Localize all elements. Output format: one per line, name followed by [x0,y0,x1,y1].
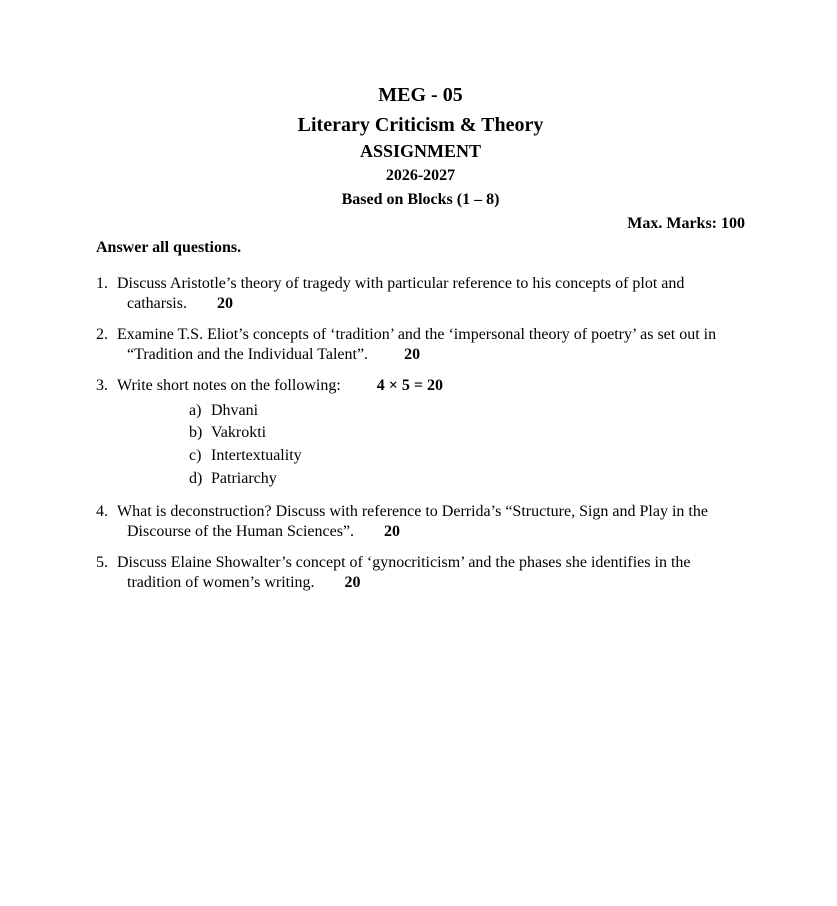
question-text: Discuss Aristotle’s theory of tragedy with particular reference to his concepts of plot and catharsis. [117,275,685,312]
question-text: Write short notes on the following: [117,377,341,394]
blocks-note: Based on Blocks (1 – 8) [341,191,500,208]
sub-question-list [127,400,745,491]
sub-question-letter: b) [189,424,203,442]
sub-question-text: Intertextuality [211,446,302,464]
question-text: What is deconstruction? Discuss with reference to Derrida’s “Structure, Sign and Play in the Discourse of the Human Sciences”. [117,503,708,540]
question-marks: 20 [404,345,421,363]
sub-question [189,400,745,423]
course-code: MEG - 05 [378,84,463,106]
sub-question-text: Dhvani [211,401,259,419]
question-1 [96,274,745,313]
sub-question-text: Patriarchy [211,469,277,487]
question-number: 1. [96,275,108,292]
question-number: 5. [96,554,108,572]
sub-question [189,468,745,491]
question-number: 2. [96,326,108,343]
session-year: 2026-2027 [385,167,456,184]
sub-question-letter: a) [189,401,202,419]
course-title: Literary Criticism & Theory [297,114,544,136]
document-type: ASSIGNMENT [359,141,482,161]
question-2 [96,325,745,364]
max-marks: Max. Marks: 100 [627,215,745,232]
question-marks: 20 [384,522,401,540]
question-list [96,274,745,592]
question-3 [96,376,745,490]
assignment-page [96,80,745,604]
sub-question [189,422,745,445]
sub-question-letter: c) [189,446,202,464]
question-marks: 20 [344,573,361,591]
question-text: Discuss Elaine Showalter’s concept of ‘gynocriticism’ and the phases she identifies in the tradition of women’s writing. [117,554,691,591]
question-text: Examine T.S. Eliot’s concepts of ‘tradition’ and the ‘impersonal theory of poetry’ as set out in “Tradition and the Individual Talent”. [117,326,717,363]
sub-question [189,445,745,468]
question-number: 4. [96,503,108,521]
instruction: Answer all questions. [96,239,242,256]
question-marks: 20 [216,294,233,312]
question-number: 3. [96,377,108,394]
question-5 [96,553,745,592]
sub-question-text: Vakrokti [211,424,267,442]
question-4 [96,502,745,541]
question-marks: 4 × 5 = 20 [376,377,443,394]
sub-question-letter: d) [189,469,203,487]
